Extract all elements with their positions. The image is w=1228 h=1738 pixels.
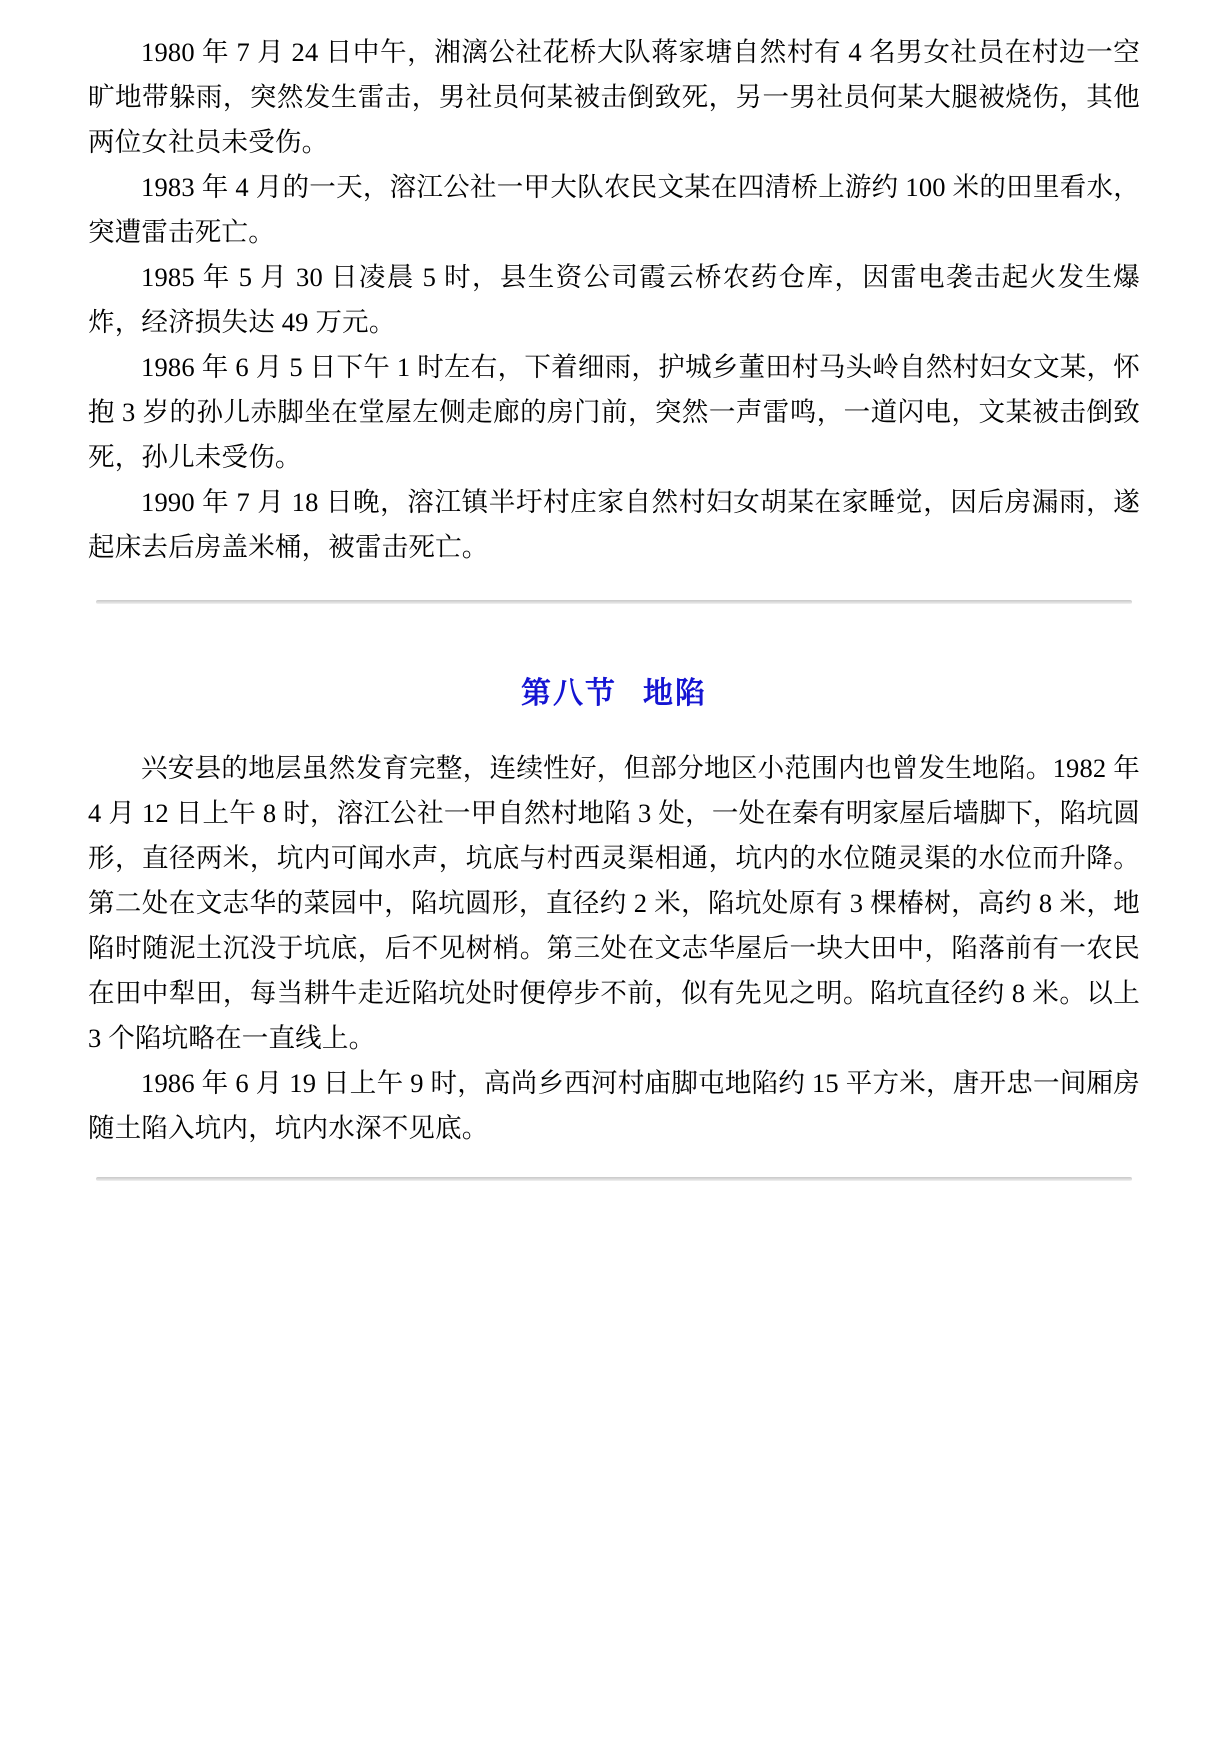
section-heading-number: 第八节 xyxy=(521,677,617,710)
paragraph: 1983 年 4 月的一天，溶江公社一甲大队农民文某在四清桥上游约 100 米的田里看水，突遭雷击死亡。 xyxy=(88,172,1140,247)
paragraph: 1985 年 5 月 30 日凌晨 5 时，县生资公司霞云桥农药仓库，因雷电袭击起火发生爆炸，经济损失达 49 万元。 xyxy=(88,262,1140,337)
section-lightning-records xyxy=(88,30,1140,570)
paragraph: 1980 年 7 月 24 日中午，湘漓公社花桥大队蒋家塘自然村有 4 名男女社员在村边一空旷地带躲雨，突然发生雷击，男社员何某被击倒致死，另一男社员何某大腿被烧伤，其他两位女社员未受伤。 xyxy=(88,37,1140,157)
spacer xyxy=(88,604,1140,668)
paragraph: 1990 年 7 月 18 日晚，溶江镇半圩村庄家自然村妇女胡某在家睡觉，因后房漏雨，遂起床去后房盖米桶，被雷击死亡。 xyxy=(88,487,1140,562)
section-divider xyxy=(96,1177,1132,1181)
section-ground-collapse xyxy=(88,668,1140,1151)
paragraph: 1986 年 6 月 5 日下午 1 时左右，下着细雨，护城乡董田村马头岭自然村妇女文某，怀抱 3 岁的孙儿赤脚坐在堂屋左侧走廊的房门前，突然一声雷鸣，一道闪电，文某被击倒致死，孙儿未受伤。 xyxy=(88,352,1140,472)
section-heading xyxy=(88,668,1140,712)
section-heading-title: 地陷 xyxy=(643,677,707,710)
paragraph: 1986 年 6 月 19 日上午 9 时，高尚乡西河村庙脚屯地陷约 15 平方米，唐开忠一间厢房随土陷入坑内，坑内水深不见底。 xyxy=(88,1068,1140,1143)
paragraph: 兴安县的地层虽然发育完整，连续性好，但部分地区小范围内也曾发生地陷。1982 年 4 月 12 日上午 8 时，溶江公社一甲自然村地陷 3 处，一处在秦有明家屋后墙脚下，陷坑圆形，直径两米，坑内可闻水声，坑底与村西灵渠相通，坑内的水位随灵渠的水位而升降。第二处在文志华的菜园中，陷坑圆形，直径约 2 米，陷坑处原有 3 棵椿树，高约 8 米，地陷时随泥土沉没于坑底，后不见树梢。第三处在文志华屋后一块大田中，陷落前有一农民在田中犁田，每当耕牛走近陷坑处时便停步不前，似有先见之明。陷坑直径约 8 米。以上 3 个陷坑略在一直线上。 xyxy=(88,753,1140,1053)
